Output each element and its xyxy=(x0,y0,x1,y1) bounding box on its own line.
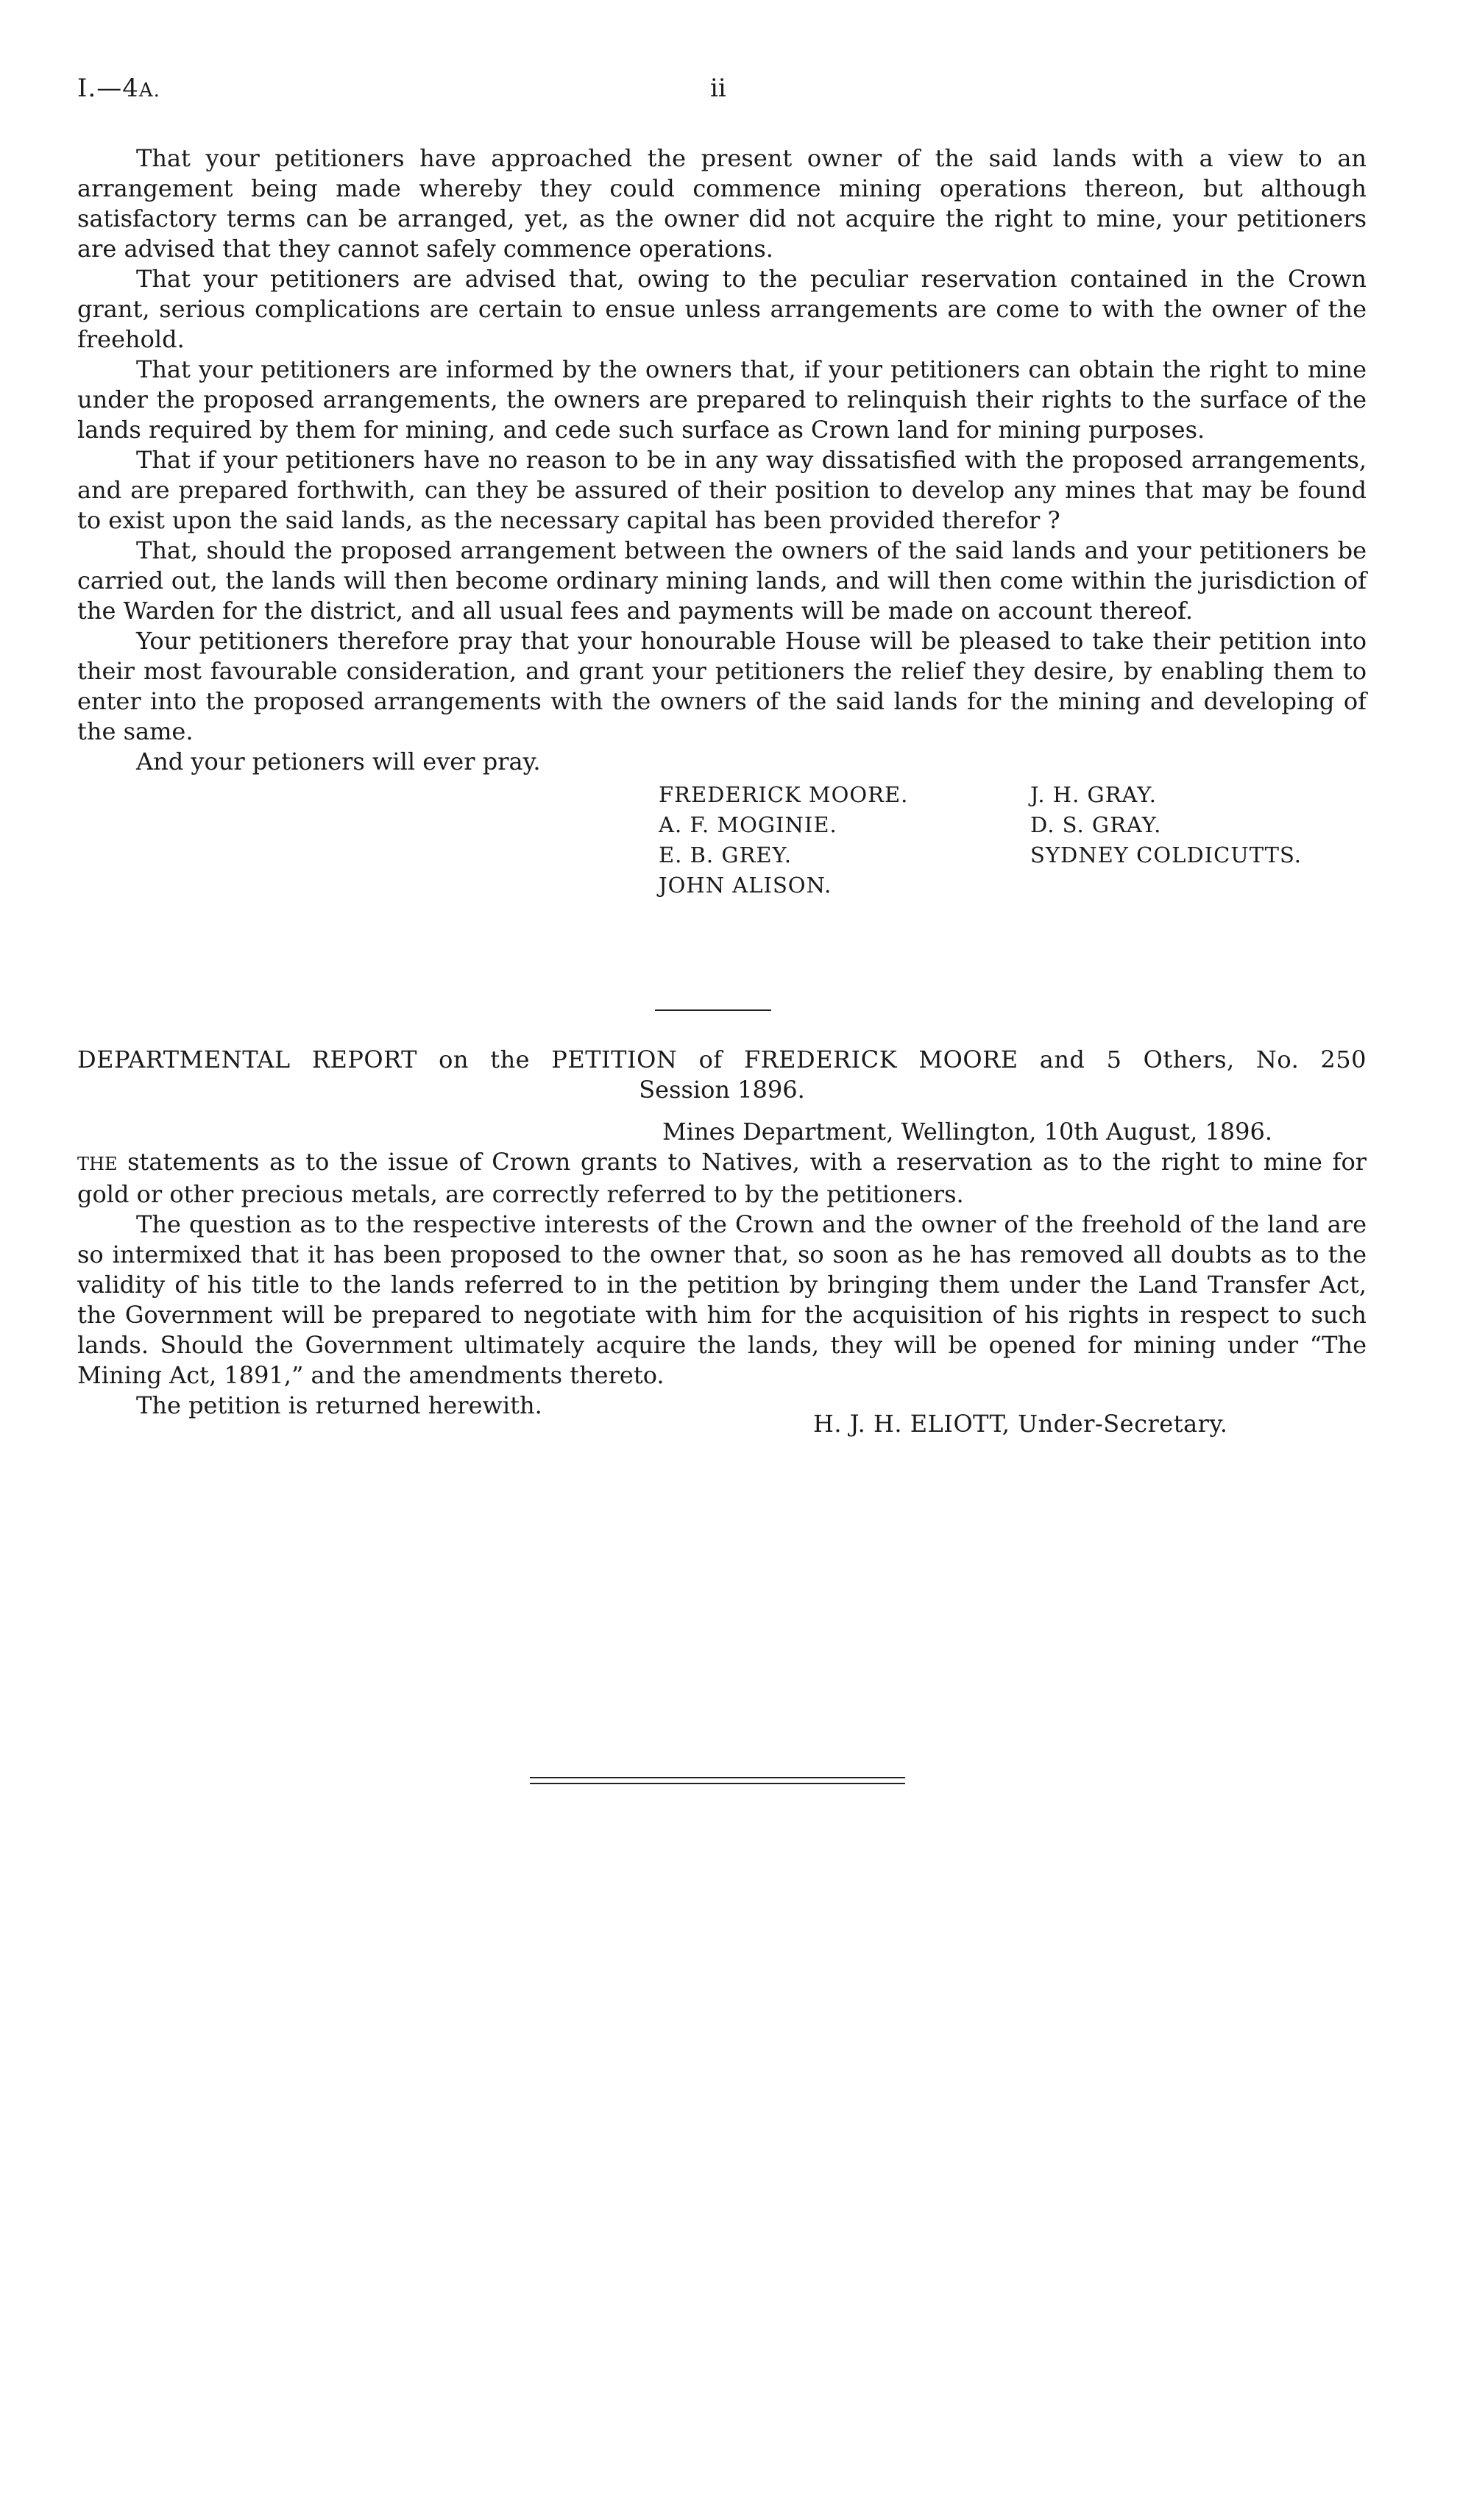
petition-closing: And your petioners will ever pray. xyxy=(136,748,541,775)
report-paragraph-2: The question as to the respective interests of the Crown and the owner of the freehold of the land are so intermixed that it has been proposed to the owner that, so soon as he has removed all doubts as to the validity of his title to the lands referred to in the petition by bringing them under the Land Transfer Act, the Government will be prepared to negotiate with him for the acquisition of his rights in respect to such lands. Should the Government ultimately acquire the lands, they will be opened for mining under “The Mining Act, 1891,” and the amendments thereto. xyxy=(77,1210,1367,1389)
signatory: E. B. GREY. xyxy=(659,842,793,867)
signature-name: H. J. H. ELIOTT xyxy=(813,1410,1002,1438)
section-divider xyxy=(655,1009,771,1011)
petition-signatures xyxy=(77,780,1367,905)
petition-paragraph-5: That, should the proposed arrangement between the owners of the said lands and your petitioners be carried out, the lands will then become ordinary mining lands, and will then come within the jurisdiction of the Warden for the district, and all usual fees and payments will be made on account thereof. xyxy=(77,536,1367,625)
page-number: ii xyxy=(710,74,726,103)
report-session: Session 1896. xyxy=(639,1076,805,1104)
signatory: J. H. GRAY. xyxy=(1030,782,1157,807)
petition-paragraph-1: That your petitioners have approached the present owner of the said lands with a view to an arrangement being made whereby they could commence mining operations thereon, but although satisfactory terms can be arranged, yet, as the owner did not acquire the right to mine, your petitioners are advised that they cannot safely commence operations. xyxy=(77,144,1367,263)
signature-column-2 xyxy=(1030,780,1302,870)
report-paragraph-3: The petition is returned herewith. xyxy=(136,1391,542,1419)
petition-paragraph-2: That your petitioners are advised that, owing to the peculiar reservation contained in the Crown grant, serious complications are certain to ensue unless arrangements are come to with the owner of the freehold. xyxy=(77,265,1367,353)
report-title: DEPARTMENTAL REPORT on the PETITION of FREDERICK MOORE and 5 Others, No. 250 xyxy=(77,1046,1367,1073)
signature-column-1 xyxy=(659,780,908,901)
page-header xyxy=(77,74,1372,110)
report-dateline: Mines Department, Wellington, 10th August, 1896. xyxy=(662,1118,1273,1146)
petition-paragraph-3: That your petitioners are informed by the owners that, if your petitioners can obtain the right to mine under the proposed arrangements, the owners are prepared to relinquish their rights to the surface of the lands required by them for mining, and cede such surface as Crown land for mining purposes. xyxy=(77,355,1367,444)
report-lead-word: THE xyxy=(77,1154,118,1174)
petition-paragraph-6: Your petitioners therefore pray that your honourable House will be pleased to take their petition into their most favourable consideration, and grant your petitioners the relief they desire, by enabling them to enter into the proposed arrangements with the owners of the said lands for the mining and developing of the same. xyxy=(77,627,1367,745)
report-paragraph-1 xyxy=(77,1147,1367,1210)
signatory: D. S. GRAY. xyxy=(1030,812,1162,837)
signature-title: , Under-Secretary. xyxy=(1002,1410,1228,1438)
signatory: SYDNEY COLDICUTTS. xyxy=(1030,842,1303,867)
signatory: FREDERICK MOORE. xyxy=(659,782,909,807)
end-rule xyxy=(530,1777,905,1784)
petition-paragraph-4: That if your petitioners have no reason to be in any way dissatisfied with the proposed arrangements, and are prepared forthwith, can they be assured of their position to develop any mines that may be found to exist upon the said lands, as the necessary capital has been provided therefor ? xyxy=(77,446,1367,534)
paper-reference-main: I.—4 xyxy=(77,74,139,103)
paper-reference xyxy=(77,74,160,103)
signatory: A. F. MOGINIE. xyxy=(659,812,837,837)
report-body xyxy=(77,1147,1367,1421)
petition-body xyxy=(77,143,1367,905)
paper-reference-suffix: A. xyxy=(138,79,160,102)
report-paragraph-1-text: statements as to the issue of Crown grants to Natives, with a reservation as to the right to mine for gold or other precious metals, are correctly referred to by the petitioners. xyxy=(77,1148,1367,1208)
report-signature xyxy=(813,1409,1227,1439)
signatory: JOHN ALISON. xyxy=(659,873,832,898)
